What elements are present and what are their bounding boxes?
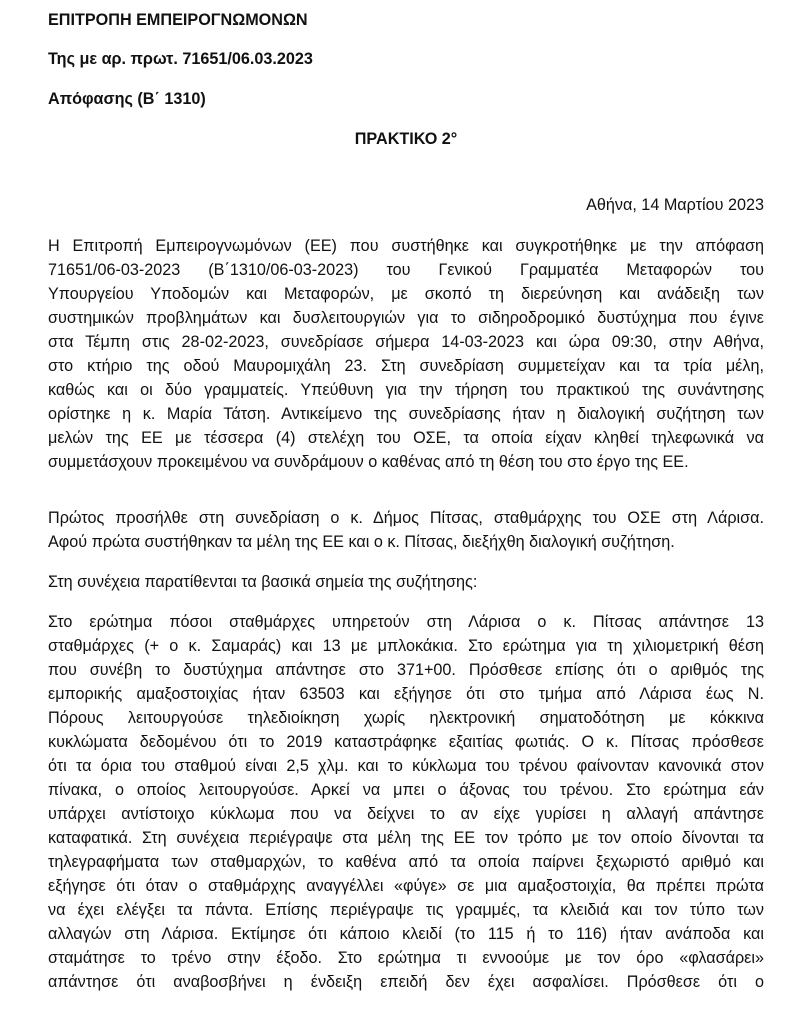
- paragraph-line: μελών της ΕΕ με τέσσερα (4) στελέχη του ΟΣΕ, τα οποία είχαν κληθεί τηλεφωνικά να: [48, 429, 764, 447]
- paragraph-line: να έχει ελέγξει τα πάντα. Επίσης περιέγραψε τις γραμμές, τα κλειδιά και τον τύπο των: [48, 901, 764, 919]
- paragraph-discussion-lead: [48, 570, 764, 594]
- decision-reference: Απόφασης (Β΄ 1310): [48, 90, 206, 108]
- paragraph-line: Πόρους λειτουργούσε τηλεδιοίκηση χωρίς ηλεκτρονική σηματοδότηση με κόκκινα: [48, 709, 764, 727]
- document-date: Αθήνα, 14 Μαρτίου 2023: [586, 196, 764, 214]
- paragraph-line: ότι τα όρια του σταθμού είναι 2,5 χλμ. και το κύκλωμα του τρένου φαίνονταν κανονικά στον: [48, 757, 764, 775]
- paragraph-line: καθώς και οι δύο γραμματείς. Υπεύθυνη για την τήρηση του πρακτικού της συνάντησης: [48, 381, 764, 399]
- paragraph-line: καταφατικά. Στη συνέχεια περιέγραψε στα μέλη της ΕΕ τον τρόπο με τον οποίο δίνονται τα: [48, 829, 764, 847]
- paragraph-first-attendee: [48, 506, 764, 554]
- paragraph-line: εξήγησε ότι όταν ο σταθμάρχης αναγγέλλει «φύγε» σε μια αμαξοστοιχία, θα πρέπει πρώτα: [48, 877, 764, 895]
- paragraph-discussion-points: [48, 610, 764, 994]
- paragraph-intro: [48, 234, 764, 474]
- paragraph-line: τηλεγραφήματα των σταθμαρχών, το καθένα από τα οποία παίρνει ξεχωριστό αριθμό και: [48, 853, 764, 871]
- paragraph-line: Στο ερώτημα πόσοι σταθμάρχες υπηρετούν στη Λάρισα ο κ. Πίτσας απάντησε 13: [48, 613, 764, 631]
- paragraph-line: συμμετάσχουν προκειμένου να συνδράμουν ο καθένας από τη θέση του στο έργο της ΕΕ.: [48, 453, 689, 471]
- paragraph-line: στο κτήριο της οδού Μαυρομιχάλη 23. Στη συνεδρίαση συμμετείχαν και τα τρία μέλη,: [48, 357, 764, 375]
- paragraph-line: εμπορικής αμαξοστοιχίας ήταν 63503 και εξήγησε ότι στο τμήμα από Λάρισα έως Ν.: [48, 685, 764, 703]
- document-title: ΠΡΑΚΤΙΚΟ 2°: [354, 130, 458, 148]
- paragraph-line: που συνέβη το δυστύχημα απάντησε στο 371+00. Πρόσθεσε επίσης ότι ο αριθμός της: [48, 661, 764, 679]
- paragraph-line: Αφού πρώτα συστήθηκαν τα μέλη της ΕΕ και ο κ. Πίτσας, διεξήχθη διαλογική συζήτηση.: [48, 533, 675, 551]
- paragraph-line: σταθμάρχες (+ ο κ. Σαμαράς) και 13 με μπλοκάκια. Στο ερώτημα για τη χιλιομετρική θέση: [48, 637, 764, 655]
- paragraph-line: κυκλώματα δεδομένου ότι το 2019 καταστράφηκε εξαιτίας φωτιάς. Ο κ. Πίτσας πρόσθεσε: [48, 733, 764, 751]
- paragraph-line: Η Επιτροπή Εμπειρογνωμόνων (ΕΕ) που συστήθηκε και συγκροτήθηκε με την απόφαση: [48, 237, 764, 255]
- paragraph-line: στα Τέμπη στις 28-02-2023, συνεδρίασε σήμερα 14-03-2023 και ώρα 09:30, στην Αθήνα,: [48, 333, 764, 351]
- paragraph-line: υπάρχει αντίστοιχο κύκλωμα που να δείχνει το αν είχε γυρίσει η αλλαγή απάντησε: [48, 805, 764, 823]
- paragraph-line: 71651/06-03-2023 (Β΄1310/06-03-2023) του Γενικού Γραμματέα Μεταφορών του: [48, 261, 764, 279]
- protocol-reference: Της με αρ. πρωτ. 71651/06.03.2023: [48, 50, 313, 68]
- paragraph-line: Πρώτος προσήλθε στη συνεδρίαση ο κ. Δήμος Πίτσας, σταθμάρχης του ΟΣΕ στη Λάρισα.: [48, 509, 764, 527]
- paragraph-line: απάντησε ότι αναβοσβήνει η ένδειξη επειδή δεν έχει ασφαλίσει. Πρόσθεσε ότι ο: [48, 973, 764, 991]
- paragraph-line: ορίστηκε η κ. Μαρία Τάτση. Αντικείμενο της συνεδρίασης ήταν η διαλογική συζήτηση των: [48, 405, 764, 423]
- committee-heading: ΕΠΙΤΡΟΠΗ ΕΜΠΕΙΡΟΓΝΩΜΟΝΩΝ: [48, 11, 308, 29]
- paragraph-line: σταμάτησε το τρένο στην έξοδο. Στο ερώτημα τι εννοούμε με τον όρο «φλασάρει»: [48, 949, 764, 967]
- paragraph-line: συστημικών προβλημάτων και δυσλειτουργιών για το σιδηροδρομικό δυστύχημα που έγινε: [48, 309, 764, 327]
- paragraph-line: πίνακα, ο οποίος λειτουργούσε. Αρκεί να μπει ο άξονας του τρένου. Στο ερώτημα εάν: [48, 781, 764, 799]
- paragraph-line: Στη συνέχεια παρατίθενται τα βασικά σημεία της συζήτησης:: [48, 573, 478, 591]
- paragraph-line: αλλαγών στη Λάρισα. Εκτίμησε ότι κάποιο κλειδί (το 115 ή το 116) ήταν ανάποδα και: [48, 925, 764, 943]
- paragraph-line: Υπουργείου Υποδομών και Μεταφορών, με σκοπό τη διερεύνηση και ανάδειξη των: [48, 285, 764, 303]
